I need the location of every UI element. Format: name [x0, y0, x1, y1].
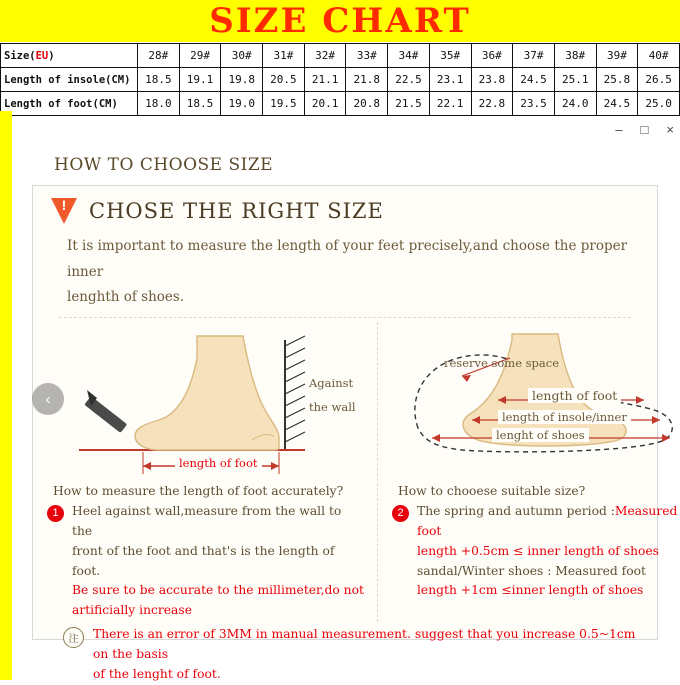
bullet-1-line4: artificially increase [72, 603, 192, 618]
cell: 25.1 [554, 68, 596, 92]
cell: 25.0 [638, 92, 680, 116]
cell: 19.0 [221, 92, 263, 116]
table-row-size [1, 44, 680, 68]
row-label-size-close: ) [48, 49, 55, 62]
page-title: SIZE CHART [209, 1, 471, 41]
cell: 19.5 [263, 92, 305, 116]
bullet-2 [392, 502, 680, 602]
card-header [33, 186, 657, 224]
cell: 22.5 [388, 68, 430, 92]
bullet-2-text [417, 502, 680, 602]
cell: 21.8 [346, 68, 388, 92]
shoe-foot-diagram [392, 328, 680, 478]
row-label-insole: Length of insole(CM) [1, 68, 138, 92]
cell: 24.0 [554, 92, 596, 116]
cell: 18.0 [138, 92, 180, 116]
bullet-1-text [72, 502, 365, 621]
cell: 35# [429, 44, 471, 68]
cell: 20.8 [346, 92, 388, 116]
bullet-1 [47, 502, 365, 621]
bullet-2-line1: The spring and autumn period : [417, 503, 615, 518]
label-length-of-shoes: lenght of shoes [492, 428, 589, 442]
row-label-size-main: Size( [4, 49, 36, 62]
note-line2: of the lenght of foot. [93, 667, 221, 682]
cell: 30# [221, 44, 263, 68]
cell: 26.5 [638, 68, 680, 92]
cell: 21.5 [388, 92, 430, 116]
label-length-of-foot-right: length of foot [528, 388, 621, 403]
right-question: How to chooese suitable size? [398, 483, 586, 498]
card-lede-line2: lenghth of shoes. [67, 289, 185, 306]
cell: 22.1 [429, 92, 471, 116]
size-chart-banner [0, 0, 680, 43]
measurement-note [63, 624, 637, 685]
bullet-2-line4: length +1cm ≤inner length of shoes [417, 583, 644, 598]
note-text [93, 624, 637, 685]
row-label-size [1, 44, 138, 68]
label-reserve-space: reserve some space [444, 355, 560, 370]
bullet-1-number: 1 [47, 505, 64, 522]
cell: 24.5 [596, 92, 638, 116]
left-question: How to measure the length of foot accurately? [53, 483, 344, 498]
cell: 34# [388, 44, 430, 68]
left-yellow-rail [0, 111, 12, 680]
table-row-foot [1, 92, 680, 116]
content-area [12, 137, 680, 680]
cell: 25.8 [596, 68, 638, 92]
table-row-insole [1, 68, 680, 92]
bullet-1-line2: front of the foot and that's is the length of foot. [72, 543, 335, 578]
close-icon[interactable]: × [666, 121, 674, 137]
card-title: CHOSE THE RIGHT SIZE [89, 199, 384, 223]
note-line1: There is an error of 3MM in manual measurement. suggest that you increase 0.5~1cm on the basis [93, 626, 636, 662]
warning-triangle-icon [51, 198, 77, 224]
bullet-1-line1: Heel against wall,measure from the wall to the [72, 503, 342, 538]
shoe-space-figure [392, 328, 680, 478]
cell: 37# [513, 44, 555, 68]
label-against-wall-2: the wall [309, 399, 356, 414]
cell: 33# [346, 44, 388, 68]
cell: 36# [471, 44, 513, 68]
bullet-2-line1-wrap [417, 502, 680, 542]
minimize-icon[interactable]: – [615, 121, 623, 137]
foot-against-wall-figure [47, 328, 367, 478]
label-length-of-insole: length of insole/inner [498, 410, 631, 424]
note-icon: 注 [63, 627, 84, 648]
how-to-choose-heading: HOW TO CHOOSE SIZE [54, 155, 274, 175]
cell: 23.1 [429, 68, 471, 92]
cell: 39# [596, 44, 638, 68]
right-bullets [378, 478, 680, 601]
bullet-2-line3: sandal/Winter shoes : Measured foot [417, 563, 646, 578]
card-lede [67, 234, 631, 311]
cell: 38# [554, 44, 596, 68]
left-bullets [33, 478, 377, 621]
cell: 21.1 [304, 68, 346, 92]
divider [59, 317, 631, 318]
cell: 18.5 [179, 92, 221, 116]
bullet-1-line3: Be sure to be accurate to the millimeter,do not [72, 583, 364, 598]
bullet-2-number: 2 [392, 505, 409, 522]
label-length-of-foot-left: length of foot [175, 456, 262, 470]
card-lede-line1: It is important to measure the length of your feet precisely,and choose the proper inner [67, 238, 628, 280]
cell: 20.1 [304, 92, 346, 116]
cell: 32# [304, 44, 346, 68]
bullet-2-line2: length +0.5cm ≤ inner length of shoes [417, 543, 659, 558]
figure-panes [33, 322, 678, 622]
size-table [0, 43, 680, 116]
cell: 24.5 [513, 68, 555, 92]
row-label-size-unit: EU [35, 49, 49, 62]
pane-left [33, 322, 378, 622]
cell: 23.5 [513, 92, 555, 116]
row-label-foot: Length of foot(CM) [1, 92, 138, 116]
label-against-wall-1: Against [309, 375, 354, 390]
cell: 31# [263, 44, 305, 68]
cell: 23.8 [471, 68, 513, 92]
cell: 22.8 [471, 92, 513, 116]
cell: 19.8 [221, 68, 263, 92]
maximize-icon[interactable]: □ [640, 121, 649, 137]
cell: 40# [638, 44, 680, 68]
cell: 18.5 [138, 68, 180, 92]
cell: 19.1 [179, 68, 221, 92]
bullet-2-line1-red: Measured foot [417, 503, 678, 538]
choose-size-card [32, 185, 678, 682]
prev-arrow-button[interactable]: ‹ [32, 383, 64, 415]
cell: 28# [138, 44, 180, 68]
cell: 20.5 [263, 68, 305, 92]
cell: 29# [179, 44, 221, 68]
pane-right [378, 322, 680, 622]
